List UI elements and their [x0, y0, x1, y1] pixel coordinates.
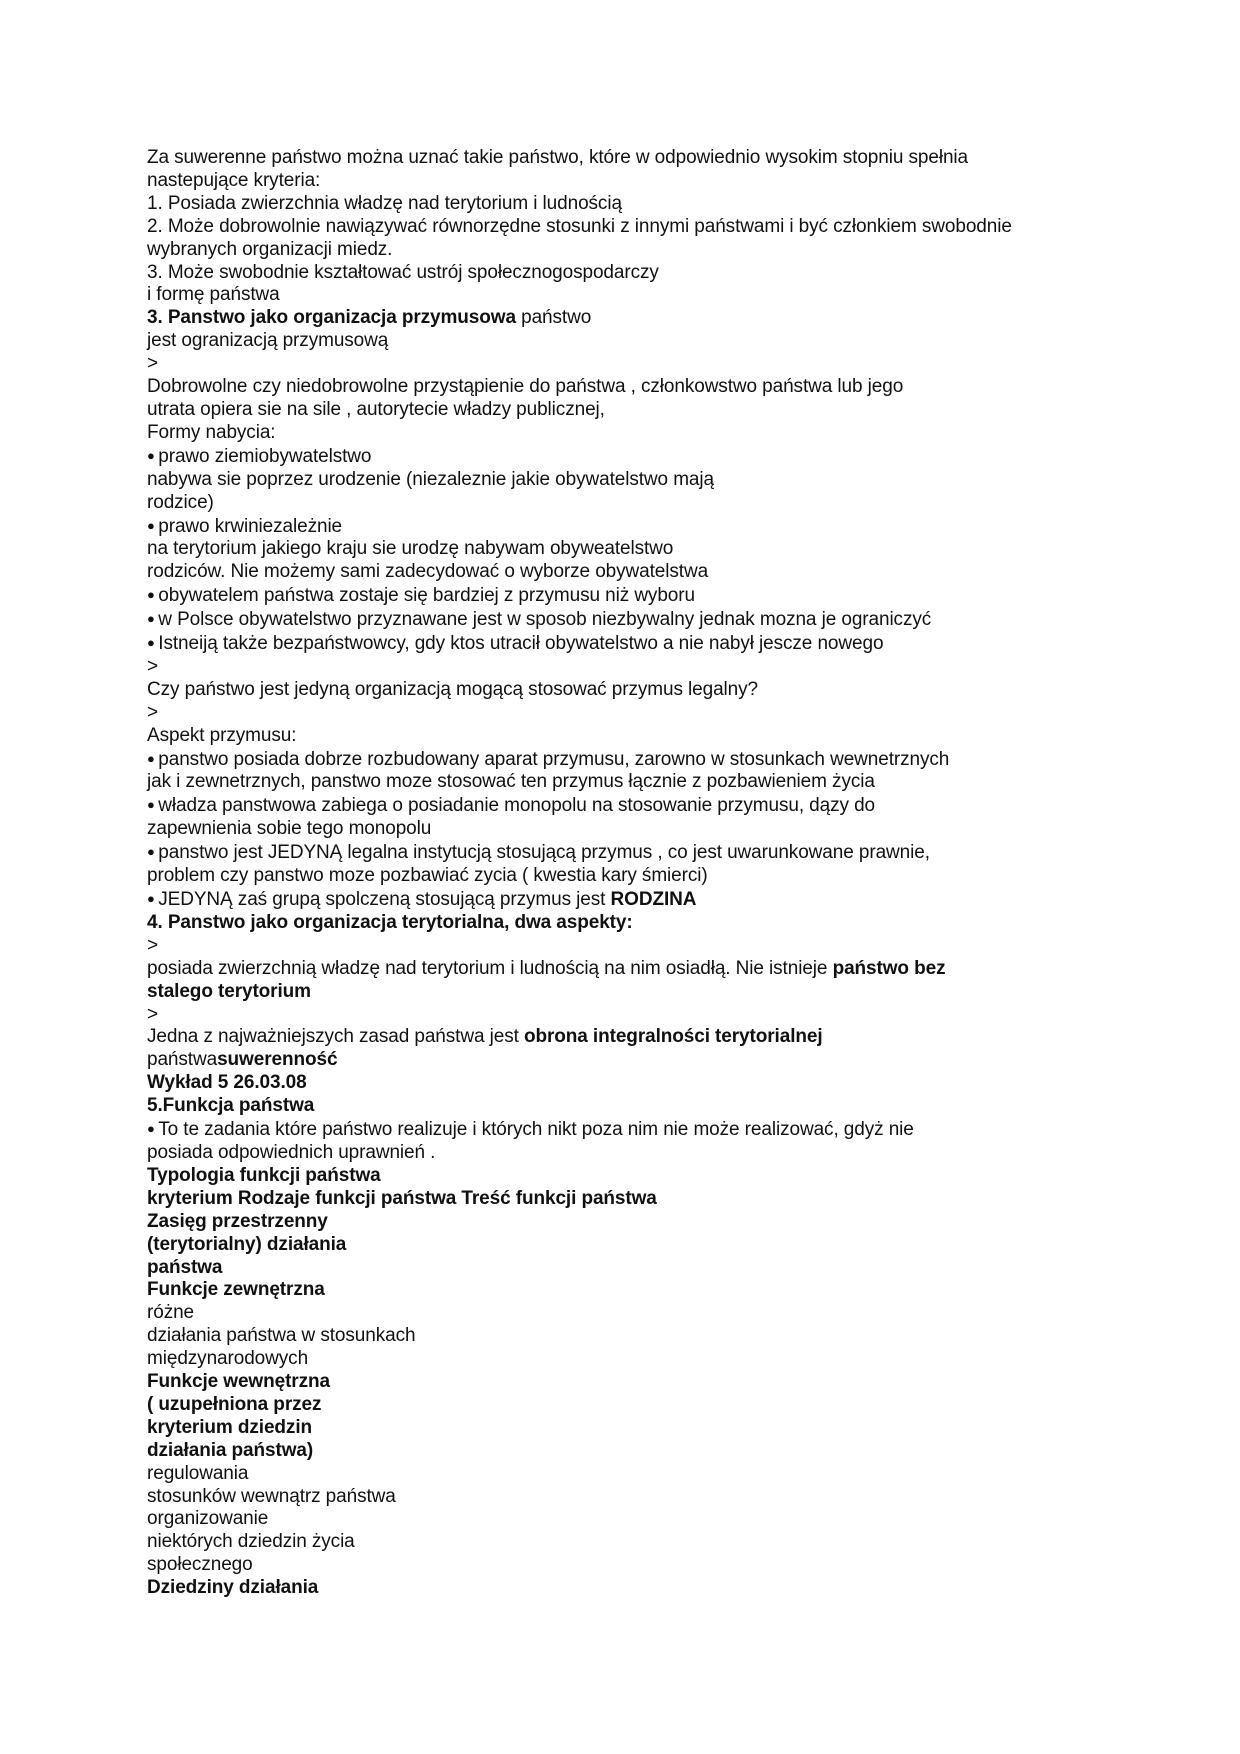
text-line: [147, 656, 1180, 679]
text-line: [147, 935, 1180, 958]
bold-text: (terytorialny) działania: [147, 1233, 347, 1255]
plain-text: państwa: [147, 1049, 218, 1071]
text-line: [147, 1279, 1180, 1302]
text-line: [147, 239, 1180, 262]
bold-text: stalego terytorium: [147, 980, 311, 1002]
plain-text: działania państwa w stosunkach: [147, 1325, 416, 1347]
plain-text: władza panstwowa zabiega o posiadanie monopolu na stosowanie przymusu, dązy do: [158, 795, 876, 817]
plain-text: obywatelem państwa zostaje się bardziej z przymusu niż wyboru: [158, 585, 695, 607]
text-line: [147, 376, 1180, 399]
text-line: [147, 147, 1180, 170]
plain-text: organizowanie: [147, 1508, 269, 1530]
bold-text: Funkcje zewnętrzna: [147, 1279, 325, 1301]
plain-text: posiada zwierzchnią władzę nad terytorium i ludnością na nim osiadłą. Nie istnieje: [147, 957, 833, 979]
plain-text: prawo ziemiobywatelstwo: [158, 445, 372, 467]
plain-text: 1. Posiada zwierzchnia władzę nad terytorium i ludnością: [147, 192, 622, 214]
bold-text: RODZINA: [610, 889, 697, 910]
text-line: [147, 1142, 1180, 1165]
text-line: [147, 981, 1180, 1004]
text-line: [147, 538, 1180, 561]
text-line: [147, 1004, 1180, 1027]
text-line: [147, 1188, 1180, 1211]
plain-text: >: [147, 1003, 158, 1025]
plain-text: To te zadania które państwo realizuje i których nikt poza nim nie może realizować, gdyż nie: [158, 1119, 914, 1141]
text-line: [147, 725, 1180, 748]
plain-text: posiada odpowiednich uprawnień .: [147, 1141, 436, 1163]
text-line: [147, 330, 1180, 353]
plain-text: nabywa sie poprzez urodzenie (niezaleznie jakie obywatelstwo mają: [147, 468, 714, 490]
plain-text: Formy nabycia:: [147, 421, 276, 443]
text-line: [147, 1095, 1180, 1118]
plain-text: JEDYNĄ zaś grupą spolczeną stosującą przymus jest: [158, 889, 611, 910]
text-line: [147, 1211, 1180, 1234]
text-line: [147, 1072, 1180, 1095]
text-line: [147, 1371, 1180, 1394]
text-line: [147, 469, 1180, 492]
bold-text: Dziedziny działania: [147, 1577, 319, 1599]
text-line: [147, 1026, 1180, 1049]
text-line: [147, 1049, 1180, 1072]
plain-text: wybranych organizacji miedz.: [147, 238, 393, 260]
plain-text: i formę państwa: [147, 284, 280, 306]
text-line: [147, 1348, 1180, 1371]
text-line: [147, 771, 1180, 794]
bold-text: obrona integralności terytorialnej: [523, 1026, 823, 1048]
text-line: [147, 1486, 1180, 1509]
text-line: [147, 1165, 1180, 1188]
plain-text: Czy państwo jest jedyną organizacją mogącą stosować przymus legalny?: [147, 678, 759, 700]
plain-text: rodzice): [147, 491, 214, 513]
bullet-line: [147, 794, 1180, 818]
plain-text: jak i zewnetrznych, panstwo moze stosować ten przymus łącznie z pozbawieniem życia: [147, 771, 875, 793]
plain-text: Za suwerenne państwo można uznać takie państwo, które w odpowiednio wysokim stopniu spełnia: [147, 147, 969, 168]
bold-text: Funkcje wewnętrzna: [147, 1371, 330, 1393]
text-line: [147, 679, 1180, 702]
plain-text: na terytorium jakiego kraju sie urodzę nabywam obyweatelstwo: [147, 538, 674, 560]
bold-text: 3. Panstwo jako organizacja przymusowa: [147, 307, 516, 329]
plain-text: państwo: [515, 307, 592, 329]
plain-text: w Polsce obywatelstwo przyznawane jest w sposob niezbywalny jednak mozna je ograniczyć: [158, 609, 932, 631]
text-line: [147, 958, 1180, 981]
bullet-line: [147, 888, 1180, 912]
text-line: [147, 307, 1180, 330]
text-line: [147, 1302, 1180, 1325]
text-line: [147, 262, 1180, 285]
text-line: [147, 561, 1180, 584]
plain-text: stosunków wewnątrz państwa: [147, 1485, 396, 1507]
text-line: [147, 284, 1180, 307]
bold-text: 4. Panstwo jako organizacja terytorialna, dwa aspekty:: [147, 911, 633, 933]
plain-text: Aspekt przymusu:: [147, 724, 297, 746]
text-line: [147, 1554, 1180, 1577]
plain-text: >: [147, 701, 158, 723]
plain-text: społecznego: [147, 1554, 253, 1576]
plain-text: panstwo jest JEDYNĄ legalna instytucją stosującą przymus , co jest uwarunkowane prawnie,: [158, 842, 930, 864]
text-line: [147, 1257, 1180, 1280]
text-line: [147, 818, 1180, 841]
plain-text: prawo krwiniezależnie: [158, 515, 343, 537]
bullet-line: [147, 515, 1180, 539]
text-line: [147, 1234, 1180, 1257]
text-line: [147, 1394, 1180, 1417]
plain-text: rodziców. Nie możemy sami zadecydować o wyborze obywatelstwa: [147, 561, 709, 583]
text-line: [147, 170, 1180, 193]
bold-text: ( uzupełniona przez: [147, 1393, 322, 1415]
bold-text: Typologia funkcji państwa: [147, 1164, 381, 1186]
text-line: [147, 193, 1180, 216]
bold-text: 5.Funkcja państwa: [147, 1095, 315, 1117]
plain-text: Jedna z najważniejszych zasad państwa jest: [147, 1026, 524, 1048]
plain-text: Istneiją także bezpaństwowcy, gdy ktos utracił obywatelstwo a nie nabył jescze nowego: [158, 633, 884, 655]
plain-text: regulowania: [147, 1462, 249, 1484]
text-line: [147, 1463, 1180, 1486]
text-line: [147, 1417, 1180, 1440]
plain-text: różne: [147, 1302, 195, 1324]
text-line: [147, 422, 1180, 445]
plain-text: utrata opiera sie na sile , autorytecie władzy publicznej,: [147, 398, 605, 420]
plain-text: 2. Może dobrowolnie nawiązywać równorzędne stosunki z innymi państwami i być członkiem swobodnie: [147, 215, 1012, 237]
bullet-line: [147, 1118, 1180, 1142]
plain-text: międzynarodowych: [147, 1348, 309, 1370]
bullet-line: [147, 608, 1180, 632]
text-line: [147, 702, 1180, 725]
plain-text: 3. Może swobodnie kształtować ustrój społecznogospodarczy: [147, 261, 659, 283]
document-body: [147, 147, 1180, 1600]
text-line: [147, 1325, 1180, 1348]
plain-text: nastepujące kryteria:: [147, 169, 321, 191]
plain-text: >: [147, 934, 158, 956]
text-line: [147, 216, 1180, 239]
plain-text: panstwo posiada dobrze rozbudowany aparat przymusu, zarowno w stosunkach wewnetrznych: [158, 748, 950, 770]
text-line: [147, 1577, 1180, 1600]
text-line: [147, 912, 1180, 935]
bold-text: Zasięg przestrzenny: [147, 1210, 328, 1232]
text-line: [147, 353, 1180, 376]
bullet-line: [147, 632, 1180, 656]
bold-text: kryterium Rodzaje funkcji państwa Treść funkcji państwa: [147, 1187, 657, 1209]
bold-text: Wykład 5 26.03.08: [147, 1072, 307, 1094]
text-line: [147, 1440, 1180, 1463]
bullet-line: [147, 841, 1180, 865]
plain-text: niektórych dziedzin życia: [147, 1531, 355, 1553]
text-line: [147, 1508, 1180, 1531]
bullet-line: [147, 584, 1180, 608]
text-line: [147, 492, 1180, 515]
text-line: [147, 399, 1180, 422]
plain-text: Dobrowolne czy niedobrowolne przystąpienie do państwa , członkowstwo państwa lub jego: [147, 376, 904, 398]
bold-text: suwerenność: [217, 1049, 338, 1071]
text-line: [147, 1531, 1180, 1554]
plain-text: problem czy panstwo moze pozbawiać zycia ( kwestia kary śmierci): [147, 865, 708, 887]
bold-text: państwa: [147, 1256, 223, 1278]
bold-text: kryterium dziedzin: [147, 1416, 313, 1438]
plain-text: >: [147, 353, 158, 375]
plain-text: zapewnienia sobie tego monopolu: [147, 818, 432, 840]
bold-text: państwo bez: [832, 957, 946, 979]
plain-text: >: [147, 655, 158, 677]
bullet-line: [147, 445, 1180, 469]
text-line: [147, 865, 1180, 888]
bold-text: działania państwa): [147, 1439, 314, 1461]
bullet-line: [147, 748, 1180, 772]
plain-text: jest ogranizacją przymusową: [147, 330, 389, 352]
